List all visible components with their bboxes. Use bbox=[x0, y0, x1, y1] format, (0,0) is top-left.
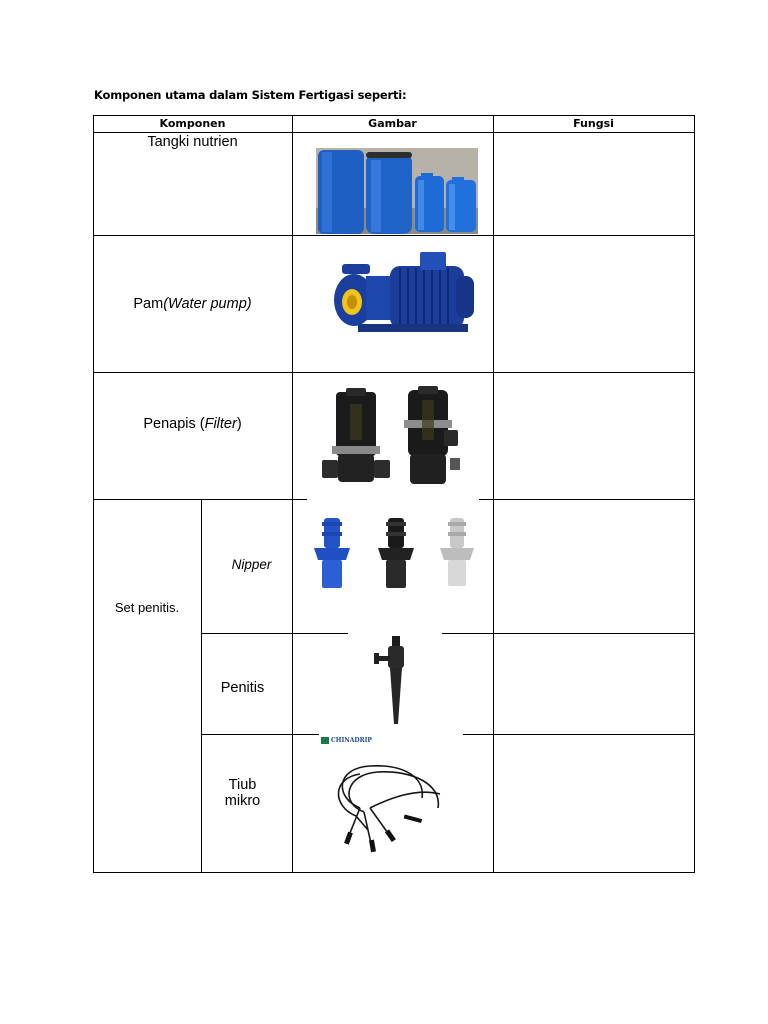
filter-image bbox=[318, 386, 464, 490]
water-pump-image bbox=[330, 246, 476, 338]
label-penitis: Penitis bbox=[220, 680, 265, 696]
label-tangki-nutrien: Tangki nutrien bbox=[147, 134, 238, 150]
label-set-penitis: Set penitis. bbox=[114, 600, 180, 615]
page-heading: Komponen utama dalam Sistem Fertigasi seperti: bbox=[94, 88, 407, 102]
header-komponen: Komponen bbox=[159, 117, 226, 130]
label-penapis bbox=[93, 416, 292, 432]
label-penapis-plain: Penapis ( bbox=[143, 416, 205, 432]
logo-mark-icon bbox=[321, 737, 329, 744]
label-tiub-line1: Tiub bbox=[228, 777, 257, 793]
header-fungsi: Fungsi bbox=[573, 117, 614, 130]
nipper-image bbox=[306, 500, 480, 608]
label-tiub-mikro bbox=[201, 777, 284, 809]
label-nipper-text: Nipper bbox=[231, 557, 272, 572]
label-penapis-end: ) bbox=[236, 416, 242, 432]
header-gambar: Gambar bbox=[368, 117, 417, 130]
penitis-image bbox=[348, 634, 442, 728]
label-pam bbox=[93, 296, 292, 312]
label-nipper bbox=[201, 557, 302, 572]
micro-tube-image bbox=[330, 758, 450, 854]
nutrient-tank-image bbox=[316, 148, 478, 234]
label-pam-plain: Pam bbox=[133, 296, 164, 312]
chinadrip-logo bbox=[319, 734, 463, 746]
chinadrip-logo-text: CHINADRIP bbox=[331, 737, 372, 744]
label-pam-italic: (Water pump) bbox=[163, 296, 252, 312]
label-penapis-italic: Filter bbox=[204, 416, 237, 432]
label-tiub-line2: mikro bbox=[224, 793, 261, 809]
